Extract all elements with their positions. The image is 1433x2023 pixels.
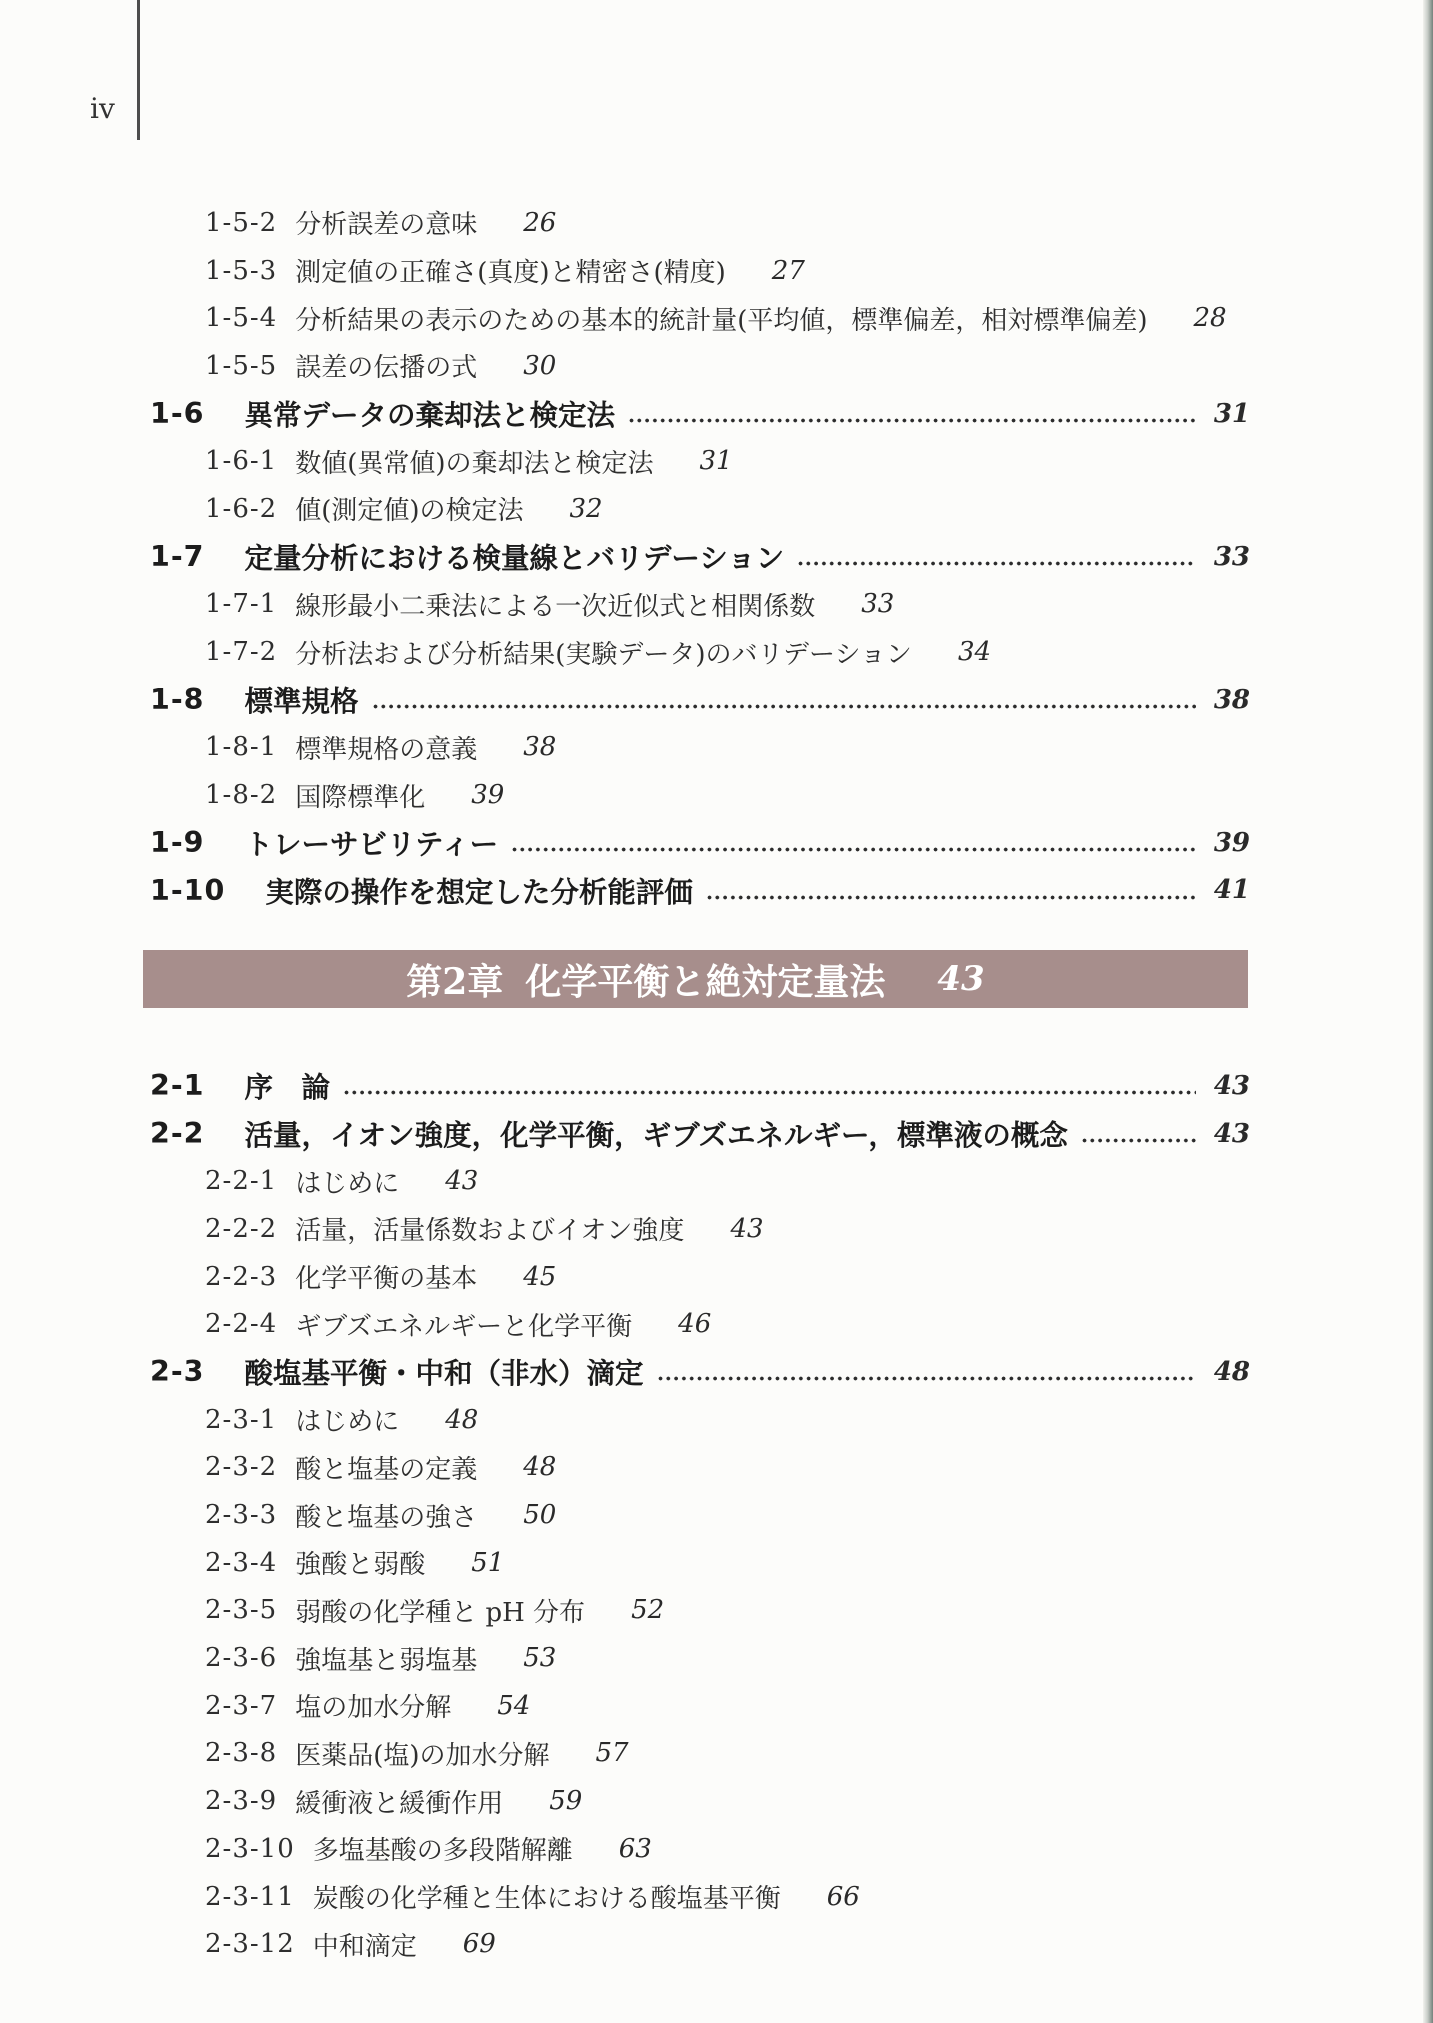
toc-entry-number: 1-7-2 [205,637,278,668]
toc-entry-page: 69 [462,1929,496,1960]
toc-subsection-row [150,437,1250,485]
toc-subsection-row [150,1444,1250,1492]
toc-entry-title: 序 論 [244,1071,331,1105]
toc-entry-page: 26 [523,207,557,238]
toc-entry-number: 2-3-1 [205,1404,278,1435]
toc-entry-title: 酸と塩基の定義 [295,1454,478,1485]
chapter-page-number: 43 [937,959,985,999]
toc-entry-number: 1-7-1 [205,589,278,620]
toc-entry-title: はじめに [295,1407,400,1438]
page-folio: iv [90,92,115,125]
toc-entry-title: トレーサビリティー [244,828,499,862]
toc-entry-page: 28 [1193,303,1227,334]
toc-entry-title: 誤差の伝播の式 [295,353,478,384]
toc-entry-number: 2-2-2 [205,1213,278,1244]
toc-entry-page: 41 [1213,875,1250,906]
toc-subsection-row [150,1539,1250,1587]
toc-entry-number: 1-9 [150,826,205,860]
toc-subsection-row [150,1873,1250,1921]
toc-entry-title: 分析誤差の意味 [295,210,478,241]
toc-entry-number: 1-10 [150,873,226,907]
toc-entry-title: はじめに [295,1168,400,1199]
toc-subsection-row [150,1157,1250,1205]
toc-subsection-row [150,1491,1250,1539]
toc-entry-title: 値(測定値)の検定法 [295,496,524,527]
toc-entry-title: 数値(異常値)の棄却法と検定法 [295,448,654,479]
toc-entry-number: 2-3-3 [205,1500,278,1531]
toc-subsection-row [150,1396,1250,1444]
toc-subsection-row [150,1777,1250,1825]
toc-entry-number: 2-3-6 [205,1643,278,1674]
toc-section-row [150,867,1250,915]
toc-entry-page: 38 [523,732,557,763]
toc-entry-number: 2-2-3 [205,1261,278,1292]
dotted-leader [707,895,1196,900]
toc-entry-title: 活量，イオン強度，化学平衡，ギブズエネルギー，標準液の概念 [244,1119,1068,1153]
toc-section-row [150,676,1250,724]
toc-entry-page: 43 [445,1166,479,1197]
toc-entry-number: 1-8-2 [205,780,278,811]
toc-entry-title: 強酸と弱酸 [295,1550,426,1581]
toc-entry-number: 2-3-2 [205,1452,278,1483]
toc-entry-title: 中和滴定 [312,1931,417,1962]
toc-entry-title: 強塩基と弱塩基 [295,1645,478,1676]
chapter-label: 第2章 [406,960,504,1003]
toc-entry-title: 標準規格の意義 [295,734,478,765]
toc-entry-page: 39 [471,780,505,811]
toc-entry-title: 線形最小二乗法による一次近似式と相関係数 [295,591,816,622]
dotted-leader [658,1376,1196,1381]
dotted-leader [344,1090,1196,1095]
chapter-title: 化学平衡と絶対定量法 [525,960,886,1003]
toc-chapter2-entries [150,1062,1250,1968]
toc-entry-title: 弱酸の化学種と pH 分布 [295,1597,586,1628]
toc-entry-page: 66 [826,1881,860,1912]
toc-entry-number: 1-5-5 [205,350,278,381]
toc-entry-number: 2-3-12 [205,1929,295,1960]
toc-entry-page: 63 [618,1833,652,1864]
toc-entry-page: 59 [549,1786,583,1817]
toc-section-row [150,819,1250,867]
toc-subsection-row [150,628,1250,676]
toc-entry-page: 32 [569,493,603,524]
toc-entry-number: 2-3-7 [205,1690,278,1721]
toc-entry-number: 2-3-8 [205,1738,278,1769]
dotted-leader [629,418,1196,423]
toc-entry-number: 2-3-10 [205,1833,295,1864]
toc-entry-page: 48 [523,1452,557,1483]
toc-entry-page: 48 [1213,1356,1250,1387]
toc-subsection-row [150,342,1250,390]
toc-entry-title: 定量分析における検量線とバリデーション [244,542,785,576]
toc-subsection-row [150,1730,1250,1778]
toc-entry-title: 化学平衡の基本 [295,1264,478,1295]
toc-subsection-row [150,1682,1250,1730]
toc-entry-title: ギブズエネルギーと化学平衡 [295,1311,633,1342]
toc-entry-number: 2-2 [150,1117,205,1151]
toc-subsection-row [150,1920,1250,1968]
toc-entry-number: 2-3-4 [205,1547,278,1578]
toc-subsection-row [150,1634,1250,1682]
toc-entry-number: 1-6 [150,397,205,431]
toc-section-row [150,1110,1250,1158]
toc-entry-page: 38 [1213,684,1250,715]
toc-subsection-row [150,247,1250,295]
toc-entry-number: 2-2-4 [205,1309,278,1340]
toc-entry-title: 多塩基酸の多段階解離 [312,1836,573,1867]
toc-subsection-row [150,294,1250,342]
dotted-leader [373,704,1196,709]
toc-entry-title: 異常データの棄却法と検定法 [244,399,616,433]
toc-entry-title: 塩の加水分解 [295,1693,452,1724]
toc-subsection-row [150,724,1250,772]
toc-entry-page: 31 [699,446,733,477]
dotted-leader [798,561,1196,566]
toc-entry-page: 50 [523,1500,557,1531]
toc-entry-page: 52 [631,1595,665,1626]
toc-entry-page: 33 [1213,541,1250,572]
toc-entry-number: 1-5-2 [205,207,278,238]
scan-edge-band [1423,0,1433,2023]
toc-subsection-row [150,485,1250,533]
toc-entry-number: 1-6-2 [205,493,278,524]
toc-entry-title: 医薬品(塩)の加水分解 [295,1740,550,1771]
toc-entry-page: 27 [771,255,805,286]
toc-entry-title: 酸と塩基の強さ [295,1502,478,1533]
toc-entry-title: 分析結果の表示のための基本的統計量(平均値，標準偏差，相対標準偏差) [295,305,1148,336]
toc-entry-title: 炭酸の化学種と生体における酸塩基平衡 [312,1884,781,1915]
toc-entry-page: 53 [523,1643,557,1674]
toc-entry-number: 2-3-9 [205,1786,278,1817]
toc-entry-page: 34 [957,637,992,668]
toc-entry-number: 1-8 [150,683,205,717]
toc-entry-title: 活量，活量係数およびイオン強度 [295,1216,685,1247]
dotted-leader [512,847,1196,852]
toc-entry-number: 1-6-1 [205,446,278,477]
toc-entry-number: 2-3-11 [205,1881,295,1912]
toc-subsection-row [150,199,1250,247]
toc-subsection-row [150,1587,1250,1635]
toc-section-row [150,390,1250,438]
toc-entry-number: 2-3-5 [205,1595,278,1626]
toc-entry-number: 1-8-1 [205,732,278,763]
toc-entry-number: 2-3 [150,1355,205,1389]
toc-entry-page: 57 [595,1738,629,1769]
toc-section-row [150,1348,1250,1396]
toc-entry-title: 分析法および分析結果(実験データ)のバリデーション [295,639,912,670]
toc-entry-page: 43 [1213,1118,1250,1149]
toc-subsection-row [150,1253,1250,1301]
toc-entry-page: 46 [678,1309,712,1340]
toc-entry-title: 測定値の正確さ(真度)と精密さ(精度) [295,258,726,289]
toc-chapter1-entries [150,199,1250,914]
toc-entry-number: 1-5-3 [205,255,278,286]
toc-entry-page: 43 [1213,1070,1250,1101]
toc-entry-page: 54 [497,1690,531,1721]
toc-entry-title: 標準規格 [244,685,359,719]
toc-entry-title: 酸塩基平衡・中和（非水）滴定 [244,1357,644,1391]
dotted-leader [1082,1138,1196,1143]
toc-subsection-row [150,581,1250,629]
toc-entry-page: 48 [445,1404,479,1435]
chapter2-banner [143,950,1248,1008]
toc-entry-page: 45 [523,1261,557,1292]
toc-entry-page: 43 [730,1213,764,1244]
toc-entry-title: 緩衝液と緩衝作用 [295,1788,504,1819]
toc-entry-number: 2-1 [150,1069,205,1103]
header-rule [137,0,140,140]
toc-subsection-row [150,1300,1250,1348]
toc-entry-page: 30 [523,350,557,381]
toc-entry-page: 33 [861,589,895,620]
toc-entry-number: 2-2-1 [205,1166,278,1197]
toc-entry-number: 1-5-4 [205,303,278,334]
toc-subsection-row [150,771,1250,819]
toc-entry-page: 31 [1213,398,1250,429]
toc-entry-title: 実際の操作を想定した分析能評価 [265,875,693,909]
toc-entry-page: 51 [471,1547,505,1578]
toc-subsection-row [150,1825,1250,1873]
toc-entry-page: 39 [1213,827,1250,858]
toc-section-row [150,1062,1250,1110]
toc-entry-title: 国際標準化 [295,782,426,813]
toc-section-row [150,533,1250,581]
toc-subsection-row [150,1205,1250,1253]
toc-entry-number: 1-7 [150,540,205,574]
